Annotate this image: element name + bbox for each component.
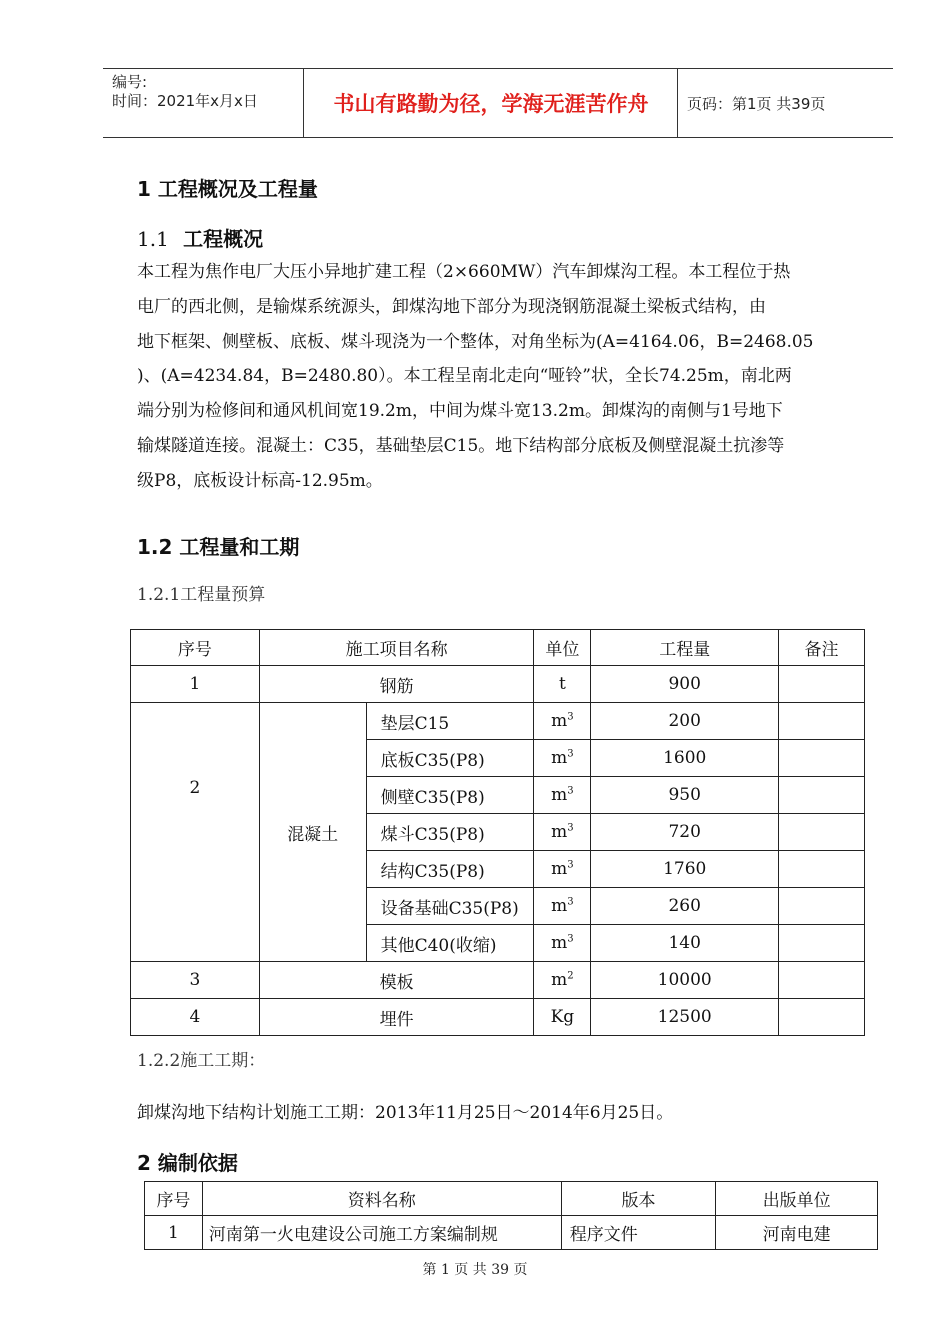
header-page-info: 页码：第1页 共39页 xyxy=(687,95,826,113)
item-note xyxy=(779,851,865,888)
item-unit: $m^3$ xyxy=(534,703,591,740)
section-1-1-heading xyxy=(137,223,263,252)
paragraph-line: 端分别为检修间和通风机间宽19.2m，中间为煤斗宽13.2m。卸煤沟的南侧与1号地下 xyxy=(137,401,783,422)
item-note xyxy=(779,740,865,777)
item-quantity: 1760 xyxy=(591,851,779,888)
row-number: 4 xyxy=(131,999,260,1036)
item-note xyxy=(779,999,865,1036)
column-header: 序号 xyxy=(145,1182,203,1216)
table-row xyxy=(131,962,865,999)
item-note xyxy=(779,925,865,962)
document-number-label: 编号: xyxy=(112,73,148,91)
item-name: 模板 xyxy=(259,962,534,999)
column-header: 备注 xyxy=(779,630,865,666)
item-quantity: 10000 xyxy=(591,962,779,999)
item-quantity: 1600 xyxy=(591,740,779,777)
section-1-2-1-title: 1.2.1工程量预算 xyxy=(137,585,266,605)
paragraph-line: 输煤隧道连接。混凝土：C35，基础垫层C15。地下结构部分底板及侧壁混凝土抗渗等 xyxy=(137,435,785,456)
paragraph-line: 地下框架、侧壁板、底板、煤斗现浇为一个整体，对角坐标为(A=4164.06，B=2468.05 xyxy=(137,331,814,352)
item-unit: $m^3$ xyxy=(534,925,591,962)
item-note xyxy=(779,888,865,925)
item-unit: $m^3$ xyxy=(534,814,591,851)
header-meta xyxy=(112,73,258,111)
column-header: 版本 xyxy=(561,1182,716,1216)
item-quantity: 720 xyxy=(591,814,779,851)
column-header: 序号 xyxy=(131,630,260,666)
reference-table xyxy=(144,1181,878,1250)
table-row xyxy=(131,703,865,740)
item-unit: $m^3$ xyxy=(534,851,591,888)
column-header: 资料名称 xyxy=(202,1182,561,1216)
paragraph-line: 级P8，底板设计标高-12.95m。 xyxy=(137,470,383,491)
column-header: 施工项目名称 xyxy=(259,630,534,666)
item-note xyxy=(779,962,865,999)
table-header-row xyxy=(131,630,865,666)
item-name: 设备基础C35(P8) xyxy=(366,888,534,925)
item-name: 结构C35(P8) xyxy=(366,851,534,888)
item-name: 垫层C15 xyxy=(366,703,534,740)
item-unit: $m^3$ xyxy=(534,740,591,777)
header-divider xyxy=(303,69,304,137)
item-quantity: 200 xyxy=(591,703,779,740)
item-name: 侧壁C35(P8) xyxy=(366,777,534,814)
section-2-title: 2 编制依据 xyxy=(137,1151,238,1175)
row-number: 1 xyxy=(131,666,260,703)
document-date: 时间：2021年x月x日 xyxy=(112,92,258,110)
item-unit: $m^3$ xyxy=(534,777,591,814)
paragraph-line: 电厂的西北侧，是输煤系统源头，卸煤沟地下部分为现浇钢筋混凝土梁板式结构，由 xyxy=(137,296,766,317)
quantity-table xyxy=(130,629,865,1036)
row-number: 3 xyxy=(131,962,260,999)
section-1-2-2-title: 1.2.2施工工期： xyxy=(137,1051,266,1071)
item-unit: t xyxy=(534,666,591,703)
row-number: 2 xyxy=(131,703,260,962)
section-1-1-number: 1.1 xyxy=(137,227,169,251)
column-header: 出版单位 xyxy=(716,1182,878,1216)
column-header: 单位 xyxy=(534,630,591,666)
item-unit: $m^2$ xyxy=(534,962,591,999)
row-number: 1 xyxy=(145,1216,203,1250)
item-unit: Kg xyxy=(534,999,591,1036)
item-name: 其他C40(收缩) xyxy=(366,925,534,962)
item-quantity: 260 xyxy=(591,888,779,925)
item-note xyxy=(779,666,865,703)
table-row xyxy=(145,1216,878,1250)
item-quantity: 950 xyxy=(591,777,779,814)
item-note xyxy=(779,777,865,814)
item-quantity: 900 xyxy=(591,666,779,703)
section-1-2-title: 1.2 工程量和工期 xyxy=(137,535,300,559)
header-motto: 书山有路勤为径，学海无涯苦作舟 xyxy=(333,92,649,116)
header-divider xyxy=(677,69,678,137)
item-note xyxy=(779,703,865,740)
table-header-row xyxy=(145,1182,878,1216)
project-overview-paragraph xyxy=(137,255,867,499)
table-row xyxy=(131,666,865,703)
item-quantity: 140 xyxy=(591,925,779,962)
item-group-name: 混凝土 xyxy=(259,703,366,962)
page-header xyxy=(103,68,893,138)
reference-name: 河南第一火电建设公司施工方案编制规 xyxy=(202,1216,561,1250)
item-name: 埋件 xyxy=(259,999,534,1036)
item-unit: $m^3$ xyxy=(534,888,591,925)
item-name: 钢筋 xyxy=(259,666,534,703)
item-name: 煤斗C35(P8) xyxy=(366,814,534,851)
page-footer: 第 1 页 共 39 页 xyxy=(422,1262,528,1278)
reference-publisher: 河南电建 xyxy=(716,1216,878,1250)
construction-schedule: 卸煤沟地下结构计划施工工期：2013年11月25日～2014年6月25日。 xyxy=(137,1103,674,1123)
reference-version: 程序文件 xyxy=(561,1216,716,1250)
item-quantity: 12500 xyxy=(591,999,779,1036)
section-1-1-title: 工程概况 xyxy=(183,227,264,251)
item-note xyxy=(779,814,865,851)
paragraph-line: )、(A=4234.84，B=2480.80）。本工程呈南北走向“哑铃”状，全长74.25m，南北两 xyxy=(137,366,792,387)
paragraph-line: 本工程为焦作电厂大压小异地扩建工程（2×660MW）汽车卸煤沟工程。本工程位于热 xyxy=(137,262,791,282)
section-1-title: 1 工程概况及工程量 xyxy=(137,177,318,201)
table-row xyxy=(131,999,865,1036)
item-name: 底板C35(P8) xyxy=(366,740,534,777)
column-header: 工程量 xyxy=(591,630,779,666)
